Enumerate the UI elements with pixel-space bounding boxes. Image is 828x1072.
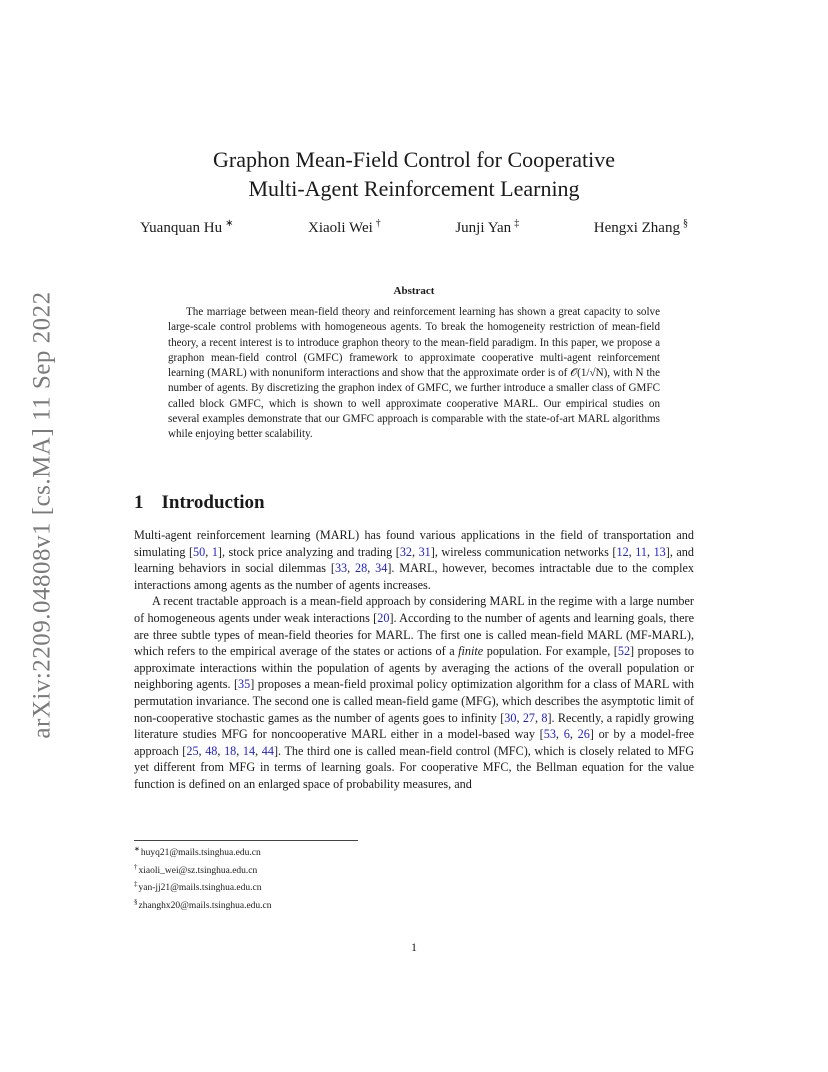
- citation-link[interactable]: 6: [563, 727, 570, 742]
- page-number: 1: [411, 940, 417, 954]
- citation-link[interactable]: 35: [238, 677, 251, 692]
- footnote-3: [134, 878, 272, 896]
- paragraph-1: [134, 527, 694, 593]
- text-run: ,: [535, 710, 542, 725]
- paper-title: [120, 145, 708, 203]
- text-run: ,: [255, 743, 262, 758]
- citation-link[interactable]: 25: [186, 743, 199, 758]
- text-run: ,: [516, 710, 523, 725]
- text-run: ]. Recently, a rapidly growing literature studies MFG for noncooperative MARL either in a model-based way [: [134, 710, 695, 742]
- citation-link[interactable]: 18: [224, 743, 237, 758]
- author-3: [455, 218, 519, 237]
- citation-link[interactable]: 11: [635, 544, 647, 559]
- author-1: [140, 218, 233, 237]
- text-run: ]. MARL, however, becomes intractable due to the complex interactions among agents as the number of agents increases.: [134, 561, 695, 592]
- text-run: ] or by a model-free approach [: [134, 727, 695, 758]
- text-run: ,: [412, 544, 419, 559]
- section-title: Introduction: [161, 492, 265, 513]
- text-run: ], and learning behaviors in social dilemmas [: [134, 544, 694, 576]
- text-run: ,: [647, 544, 654, 559]
- author-name: Yuanquan Hu: [140, 220, 223, 236]
- citation-link[interactable]: 26: [577, 727, 590, 742]
- citation-link[interactable]: 48: [205, 743, 218, 758]
- footnote-mark: ‡: [134, 880, 138, 889]
- author-name: Junji Yan: [455, 220, 512, 236]
- author-name: Hengxi Zhang: [593, 220, 680, 236]
- footnote-email: yan-jj21@mails.tsinghua.edu.cn: [138, 883, 262, 894]
- citation-link[interactable]: 50: [193, 544, 206, 559]
- citation-link[interactable]: 28: [355, 561, 368, 576]
- citation-link[interactable]: 33: [334, 561, 348, 576]
- author-footnote-mark: ∗: [225, 218, 234, 229]
- footnotes: [134, 843, 272, 913]
- text-run: A recent tractable approach is a mean-field approach by considering MARL in the regime with a large number of homogeneous agents under weak interactions [: [134, 594, 694, 625]
- abstract-body: The marriage between mean-field theory and reinforcement learning has shown a great capacity to solve large-scale control problems with homogeneous agents. To break the homogeneity restriction of mean-field theory, a recent interest is to introduce graphon theory to the mean-field paradigm. In this paper, we propose a graphon mean-field control (GMFC) framework to approximate cooperative multi-agent reinforcement learning (MARL) with nonuniform interactions and show that the approximate order is of 𝒪(1/√N), with N the number of agents. By discretizing the graphon index of GMFC, we further introduce a smaller class of GMFC called block GMFC, which is shown to well approximate cooperative MARL. Our empirical studies on several examples demonstrate that our GMFC approach is comparable with the state-of-art MARL algorithms while enjoying better scalability.: [168, 306, 660, 441]
- citation-link[interactable]: 52: [617, 644, 631, 659]
- arxiv-identifier-stamp: [18, 280, 68, 750]
- paragraph-2: [134, 593, 694, 792]
- author-footnote-mark: ‡: [514, 218, 520, 229]
- citation-link[interactable]: 34: [375, 561, 388, 576]
- text-run: ,: [198, 743, 206, 758]
- author-name: Xiaoli Wei: [308, 220, 373, 236]
- text-run: ]. The third one is called mean-field control (MFC), which is closely related to MFG yet different from MFG in terms of learning goals. For cooperative MFC, the Bellman equation for the value function is defined on an enlarged space of probability measures, and: [134, 743, 695, 791]
- footnote-email: zhanghx20@mails.tsinghua.edu.cn: [138, 900, 272, 911]
- citation-link[interactable]: 32: [399, 544, 412, 559]
- footnote-2: [134, 861, 272, 879]
- text-run: ,: [367, 561, 376, 576]
- footnote-email: xiaoli_wei@sz.tsinghua.edu.cn: [138, 865, 258, 876]
- citation-link[interactable]: 44: [261, 743, 274, 758]
- text-run: population. For example, [: [483, 644, 618, 659]
- citation-link[interactable]: 30: [504, 710, 517, 725]
- text-run: ,: [217, 743, 225, 758]
- footnote-mark: ∗: [134, 845, 140, 853]
- text-run: ], stock price analyzing and trading [: [217, 544, 400, 559]
- citation-link[interactable]: 20: [377, 610, 390, 625]
- author-2: [308, 218, 381, 237]
- text-run: ,: [569, 727, 578, 742]
- text-run: ,: [628, 544, 636, 559]
- citation-link[interactable]: 53: [543, 727, 556, 742]
- citation-link[interactable]: 14: [242, 743, 256, 758]
- footnote-divider: [134, 840, 358, 841]
- author-4: [594, 218, 688, 237]
- arxiv-id-text: arXiv:2209.04808v1 [cs.MA] 11 Sep 2022: [29, 291, 57, 739]
- introduction-body: [134, 527, 694, 793]
- text-run: ]. According to the number of agents and learning goals, there are three subtle types of mean-field theories for MARL. The first one is called mean-field MARL (MF-MARL), which refers to the empirical average of the states or actions of a: [134, 610, 694, 659]
- footnote-email: huyq21@mails.tsinghua.edu.cn: [140, 848, 261, 859]
- title-line-1: Graphon Mean-Field Control for Cooperative: [212, 147, 615, 172]
- citation-link[interactable]: 12: [616, 544, 629, 559]
- text-run: Multi-agent reinforcement learning (MARL) has found various applications in the field of transportation and simulating [: [134, 528, 694, 559]
- text-run: ] proposes a mean-field proximal policy optimization algorithm for a class of MARL with permutation invariance. The second one is called mean-field game (MFG), which describes the asymptotic limit of non-cooperative stochastic games as the number of agents goes to infinity [: [134, 677, 694, 725]
- section-heading-introduction: [134, 492, 265, 514]
- author-footnote-mark: §: [682, 218, 688, 229]
- citation-link[interactable]: 31: [418, 544, 431, 559]
- section-number: 1: [134, 492, 144, 513]
- text-run: ,: [555, 727, 564, 742]
- text-run: ,: [347, 561, 356, 576]
- text-run: ,: [236, 743, 243, 758]
- author-footnote-mark: †: [375, 218, 381, 229]
- footnote-1: [134, 843, 272, 861]
- citation-link[interactable]: 1: [211, 544, 218, 559]
- title-line-2: Multi-Agent Reinforcement Learning: [248, 176, 580, 201]
- text-run: ,: [205, 544, 212, 559]
- citation-link[interactable]: 27: [522, 710, 536, 725]
- footnote-mark: §: [134, 897, 138, 906]
- emphasized-text: finite: [458, 644, 484, 659]
- citation-link[interactable]: 13: [653, 544, 666, 559]
- author-list: [140, 218, 688, 237]
- text-run: ], wireless communication networks [: [430, 544, 617, 559]
- footnote-mark: †: [134, 862, 138, 871]
- text-run: ] proposes to approximate interactions within the population of agents by averaging the actions of the overall population or neighboring agents. [: [134, 644, 694, 692]
- citation-link[interactable]: 8: [541, 710, 548, 725]
- abstract-heading: Abstract: [393, 285, 435, 297]
- footnote-4: [134, 896, 272, 914]
